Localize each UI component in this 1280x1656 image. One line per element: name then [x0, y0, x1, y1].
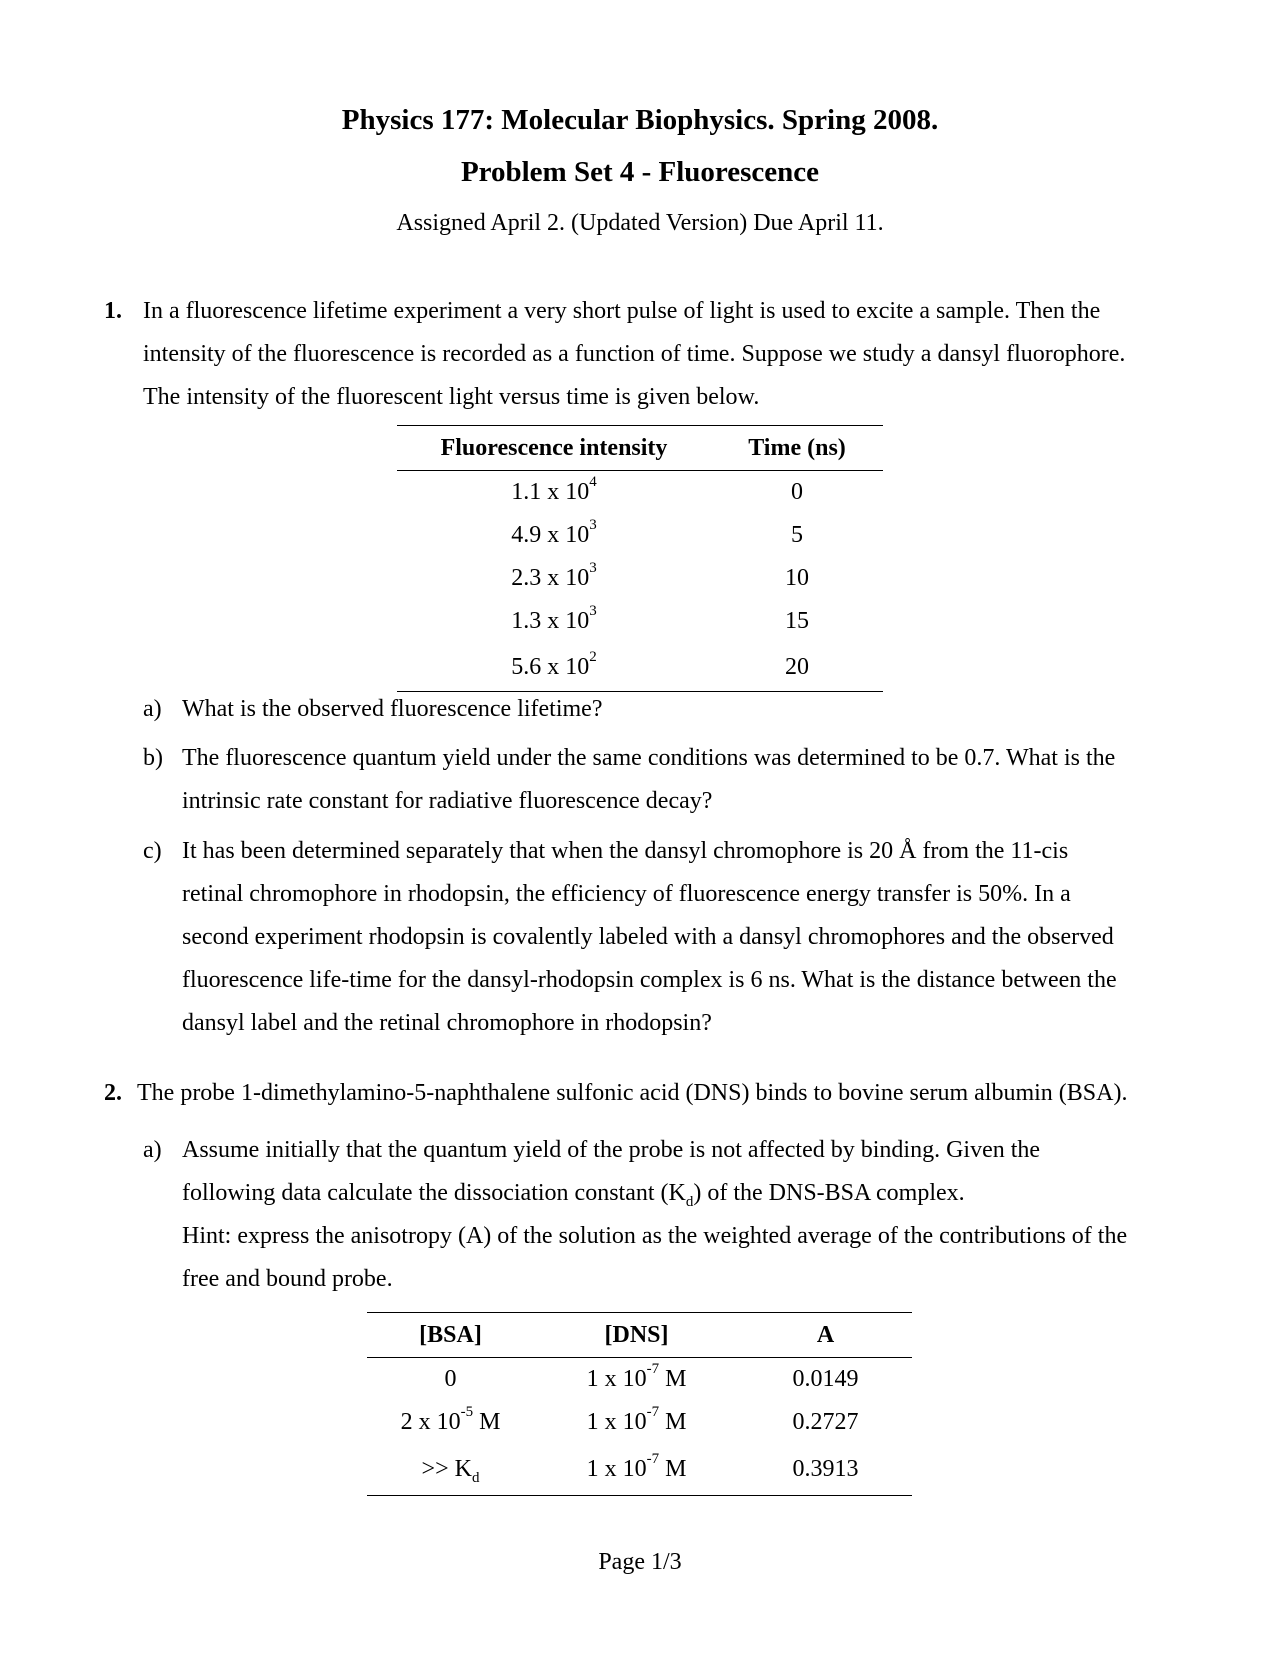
page-title: Physics 177: Molecular Biophysics. Spring 2008.	[341, 104, 939, 136]
q2a-hint-line1: Hint: express the anisotropy (A) of the solution as the weighted average of the contributions of the	[182, 1223, 1128, 1249]
q2a-line2: following data calculate the dissociation constant $(K_d)$ of the DNS-BSA complex.	[182, 1180, 965, 1210]
fluorescence-table	[397, 425, 883, 692]
col-header-intensity: Fluorescence intensity	[397, 426, 711, 471]
table-row	[367, 1401, 912, 1444]
page-number: Page 1/3	[598, 1549, 682, 1575]
col-header-bsa: [BSA]	[367, 1313, 534, 1358]
table-row	[397, 600, 883, 643]
intensity-cell: 4.9 x $10^3$	[511, 517, 597, 548]
q2a-text	[182, 1129, 1262, 1301]
table-row	[397, 471, 883, 515]
intensity-cell: 1.3 x $10^3$	[511, 603, 597, 634]
time-cell: 5	[791, 522, 803, 548]
bsa-cell: 2 x $10^{-5}$ M	[400, 1404, 501, 1435]
q2a-hint-line2: free and bound probe.	[182, 1266, 393, 1292]
a-cell: 0.3913	[792, 1456, 859, 1482]
q1c-line5: dansyl label and the retinal chromophore in rhodopsin?	[182, 1010, 712, 1036]
q1c-line4: fluorescence life-time for the dansyl-rhodopsin complex is 6 ns. What is the distance between the	[182, 967, 1117, 993]
table-row	[397, 643, 883, 692]
time-cell: 15	[785, 608, 809, 634]
q1-intro-line3: The intensity of the fluorescent light versus time is given below.	[143, 384, 760, 410]
intensity-cell: 1.1 x $10^4$	[511, 474, 597, 505]
bsa-cell: 0	[444, 1366, 457, 1392]
q1-intro-line2: intensity of the fluorescence is recorded as a function of time. Suppose we study a dansyl fluorophore.	[143, 341, 1126, 367]
q1b-line2: intrinsic rate constant for radiative fluorescence decay?	[182, 788, 713, 814]
dns-cell: 1 x $10^{-7}$ M	[586, 1404, 687, 1435]
q2a-label: a)	[143, 1137, 162, 1163]
dns-cell: 1 x $10^{-7}$ M	[586, 1361, 687, 1392]
time-cell: 20	[785, 653, 809, 680]
time-cell: 10	[785, 565, 809, 591]
anisotropy-table	[367, 1312, 912, 1496]
q1b-label: b)	[143, 745, 163, 771]
intensity-cell: 2.3 x $10^3$	[511, 560, 597, 591]
bsa-cell: >> $K_d$	[421, 1456, 480, 1486]
col-header-a: A	[739, 1313, 912, 1358]
table-row	[367, 1444, 912, 1496]
q2-intro: The probe 1-dimethylamino-5-naphthalene sulfonic acid (DNS) binds to bovine serum albumin (BSA).	[137, 1080, 1128, 1106]
a-cell: 0.0149	[792, 1366, 859, 1392]
table-row	[397, 514, 883, 557]
table-row	[397, 557, 883, 600]
q1-intro	[143, 290, 1263, 419]
page-subtitle: Problem Set 4 - Fluorescence	[460, 156, 820, 188]
q1b-text	[182, 737, 1262, 823]
q1-intro-line1: In a fluorescence lifetime experiment a very short pulse of light is used to excite a sample. Then the	[143, 298, 1101, 324]
q1b-line1: The fluorescence quantum yield under the same conditions was determined to be 0.7. What is the	[182, 745, 1116, 771]
q1c-text	[182, 830, 1262, 1045]
q2a-line1: Assume initially that the quantum yield of the probe is not affected by binding. Given the	[182, 1137, 1041, 1163]
q1c-label: c)	[143, 838, 162, 864]
q1a-text: What is the observed fluorescence lifetime?	[182, 696, 603, 722]
a-cell: 0.2727	[792, 1409, 859, 1435]
q2-number: 2.	[104, 1080, 122, 1106]
time-cell: 0	[791, 479, 803, 505]
table-row	[367, 1358, 912, 1402]
intensity-cell: 5.6 x $10^2$	[511, 648, 597, 680]
q1c-line1: It has been determined separately that when the dansyl chromophore is 20 Å from the 11-cis	[182, 838, 1069, 864]
q1a-label: a)	[143, 696, 162, 722]
q1c-line2: retinal chromophore in rhodopsin, the efficiency of fluorescence energy transfer is 50%. In a	[182, 881, 1071, 907]
dns-cell: 1 x $10^{-7}$ M	[586, 1451, 687, 1482]
q1-number: 1.	[104, 298, 122, 324]
col-header-time: Time (ns)	[711, 426, 883, 471]
q1c-line3: second experiment rhodopsin is covalently labeled with a dansyl chromophores and the observed	[182, 924, 1114, 950]
assigned-line: Assigned April 2. (Updated Version) Due April 11.	[396, 210, 884, 236]
col-header-dns: [DNS]	[534, 1313, 739, 1358]
